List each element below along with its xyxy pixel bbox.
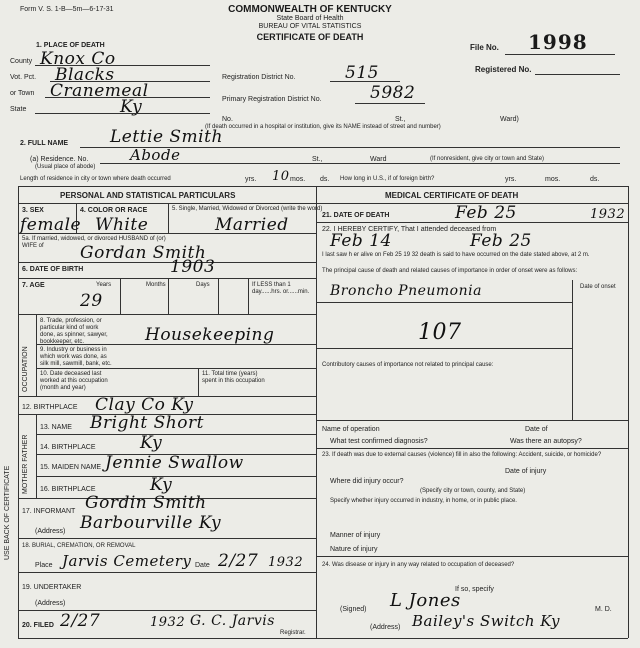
cause-line: The principal cause of death and related causes of importance in order of onset were as follows: (322, 268, 578, 274)
medical-heading: MEDICAL CERTIFICATE OF DEATH (385, 191, 519, 200)
mother-maiden-value: Jennie Swallow (105, 453, 244, 473)
no-label: No. (222, 116, 233, 123)
sex-value: female (20, 215, 82, 235)
where-injury-label: Where did injury occur? (330, 478, 404, 485)
vot-label: Vot. Pct. (10, 74, 37, 81)
town-value: Cranemeal (50, 81, 149, 101)
physician-address-label: (Address) (370, 624, 401, 631)
mother-maiden-label: 15. MAIDEN NAME (40, 464, 102, 471)
filed-value: 2/27 (60, 611, 101, 631)
informant-label: 17. INFORMANT (22, 508, 76, 515)
how-long-label: How long in U.S., if of foreign birth? (340, 176, 435, 182)
vot-value: Blacks (55, 65, 115, 85)
primary-value: 5982 (370, 83, 416, 103)
usual-place: (Usual place of abode) (35, 164, 96, 170)
undertaker-address-label: (Address) (35, 600, 66, 607)
residence-ward: Ward (370, 156, 387, 163)
reg-district-value: 515 (345, 63, 379, 83)
occupation-side-label: OCCUPATION (22, 346, 29, 392)
attended-from-value: Feb 14 (330, 231, 392, 251)
length-yrs: yrs. (245, 176, 257, 183)
burial-date-year: 1932 (268, 555, 304, 570)
marital-value: Married (215, 215, 289, 235)
certify-label: 22. I HEREBY CERTIFY, That I attended deceased from (322, 226, 497, 233)
birthplace-value: Clay Co Ky (95, 395, 194, 415)
undertaker-label: 19. UNDERTAKER (22, 584, 82, 591)
specify-industry-label: Specify whether injury occurred in industry, in home, or in public place. (330, 498, 517, 504)
length-ds: ds. (320, 176, 330, 183)
board-title: State Board of Health (276, 15, 344, 22)
how-long-mos: mos. (545, 176, 561, 183)
length-mos: mos. (290, 176, 306, 183)
informant-address-label: (Address) (35, 528, 66, 535)
operation-label: Name of operation (322, 426, 380, 433)
total-time-label: 11. Total time (years) spent in this occupation (202, 371, 265, 384)
ward-label: Ward) (500, 116, 519, 123)
attended-to-value: Feb 25 (470, 231, 532, 251)
date-of-injury-label: Date of injury (505, 468, 547, 475)
state-title: COMMONWEALTH OF KENTUCKY (228, 4, 392, 15)
mother-birthplace-value: Ky (150, 475, 173, 495)
date-of-death-value: Feb 25 (455, 203, 517, 223)
specify-location-label: (Specify city or town, county, and State) (420, 488, 526, 494)
date-of-death-label: 21. DATE OF DEATH (322, 212, 390, 219)
external-causes-label: 23. If death was due to external causes (violence) fill in also the following: Accident, suicide, or homicide? (322, 452, 602, 458)
state-value: Ky (120, 97, 143, 117)
if-so-label: If so, specify (455, 586, 494, 593)
physician-signature: L Jones (390, 590, 461, 611)
burial-place-value: Jarvis Cemetery (62, 552, 192, 570)
signed-label: (Signed) (340, 606, 367, 613)
father-birthplace-label: 14. BIRTHPLACE (40, 444, 96, 451)
margin-note: USE BACK OF CERTIFICATE (4, 465, 11, 560)
less-than-day-label: If LESS than 1 day......hrs. or......min. (252, 282, 310, 295)
how-long-ds: ds. (590, 176, 600, 183)
date-of-death-year: 1932 (590, 207, 626, 222)
residence-label: (a) Residence. No. (30, 156, 89, 163)
test-label: What test confirmed diagnosis? (330, 438, 428, 445)
town-label: or Town (10, 90, 35, 97)
father-birthplace-value: Ky (140, 433, 163, 453)
autopsy-label: Was there an autopsy? (510, 438, 582, 445)
how-long-yrs: yrs. (505, 176, 517, 183)
registrar-signature: G. C. Jarvis (190, 613, 275, 629)
alive-line: I last saw h er alive on Feb 25 19 32 death is said to have occurred on the date stated above, at 2 m. (322, 252, 590, 258)
color-label: 4. COLOR OR RACE (80, 207, 148, 214)
hospital-note: (If death occurred in a hospital or institution, give its NAME instead of street and number) (205, 124, 441, 130)
burial-date-label: Date (195, 562, 210, 569)
years-label: Years (96, 282, 112, 288)
parents-side-label: MOTHER FATHER (22, 434, 29, 494)
registered-no-label: Registered No. (475, 65, 532, 74)
cause-code: 107 (418, 320, 462, 345)
primary-label: Primary Registration District No. (222, 96, 322, 103)
nonresident-note: (If nonresident, give city or town and State) (430, 156, 545, 162)
sex-label: 3. SEX (22, 207, 44, 214)
full-name-value: Lettie Smith (110, 127, 223, 147)
nature-label: Nature of injury (330, 546, 378, 553)
age-label: 7. AGE (22, 282, 45, 289)
place-heading: 1. PLACE OF DEATH (36, 42, 105, 49)
cause-value: Broncho Pneumonia (330, 283, 482, 299)
filed-label: 20. FILED (22, 622, 54, 629)
full-name-label: 2. FULL NAME (20, 140, 69, 147)
county-value: Knox Co (40, 49, 116, 69)
filed-year: 1932 (150, 615, 186, 630)
county-label: County (10, 58, 33, 65)
occupation-value: Housekeeping (145, 325, 275, 345)
spouse-label: 5a. If married, widowed, or divorced HUSBAND of (or) WIFE of (22, 236, 166, 249)
file-no-label: File No. (470, 43, 499, 52)
st-label: St., (395, 116, 406, 123)
manner-label: Manner of injury (330, 532, 381, 539)
disease-occupation-label: 24. Was disease or injury in any way related to occupation of deceased? (322, 562, 515, 568)
physician-address-value: Bailey's Switch Ky (412, 612, 560, 630)
spouse-value: Gordan Smith (80, 243, 207, 263)
length-label: Length of residence in city or town where death occurred (20, 176, 171, 182)
form-number: Form V. S. 1-B—5m—6-17-31 (20, 6, 114, 13)
burial-date-value: 2/27 (218, 551, 259, 571)
father-name-label: 13. NAME (40, 424, 72, 431)
informant-value: Gordin Smith (85, 493, 207, 513)
operation-date-label: Date of (525, 426, 548, 433)
file-no-value: 1998 (528, 30, 588, 54)
informant-address-value: Barbourville Ky (80, 513, 222, 533)
residence-st: St., (312, 156, 323, 163)
father-name-value: Bright Short (90, 413, 204, 433)
md-label: M. D. (595, 606, 612, 613)
burial-label: 18. BURIAL, CREMATION, OR REMOVAL (22, 543, 136, 549)
registrar-label: Registrar. (280, 630, 306, 636)
burial-place-label: Place (35, 562, 53, 569)
residence-value: Abode (130, 146, 181, 164)
state-label: State (10, 106, 27, 113)
date-of-onset-label: Date of onset (580, 284, 616, 290)
certificate-title: CERTIFICATE OF DEATH (256, 32, 364, 42)
age-value: 29 (80, 291, 103, 311)
bureau-title: BUREAU OF VITAL STATISTICS (258, 23, 362, 30)
personal-heading: PERSONAL AND STATISTICAL PARTICULARS (60, 191, 236, 200)
last-worked-label: 10. Date deceased last worked at this occupation (month and year) (40, 371, 108, 391)
industry-label: 9. Industry or business in which work was done, as silk mill, sawmill, bank, etc. (40, 347, 112, 367)
length-mos-value: 10 (272, 169, 290, 184)
mother-birthplace-label: 16. BIRTHPLACE (40, 486, 96, 493)
days-label: Days (196, 282, 210, 288)
birthplace-label: 12. BIRTHPLACE (22, 404, 78, 411)
occupation-label: 8. Trade, profession, or particular kind of work done, as spinner, sawyer, bookkeeper, etc. (40, 318, 108, 345)
months-label: Months (146, 282, 166, 288)
reg-district-label: Registration District No. (222, 74, 296, 81)
marital-label: 5. Single, Married, Widowed or Divorced (write the word) (172, 206, 323, 212)
dob-label: 6. DATE OF BIRTH (22, 266, 84, 273)
contributory-label: Contributory causes of importance not related to principal cause: (322, 362, 494, 368)
dob-value: 1903 (170, 257, 216, 277)
color-value: White (95, 215, 149, 235)
